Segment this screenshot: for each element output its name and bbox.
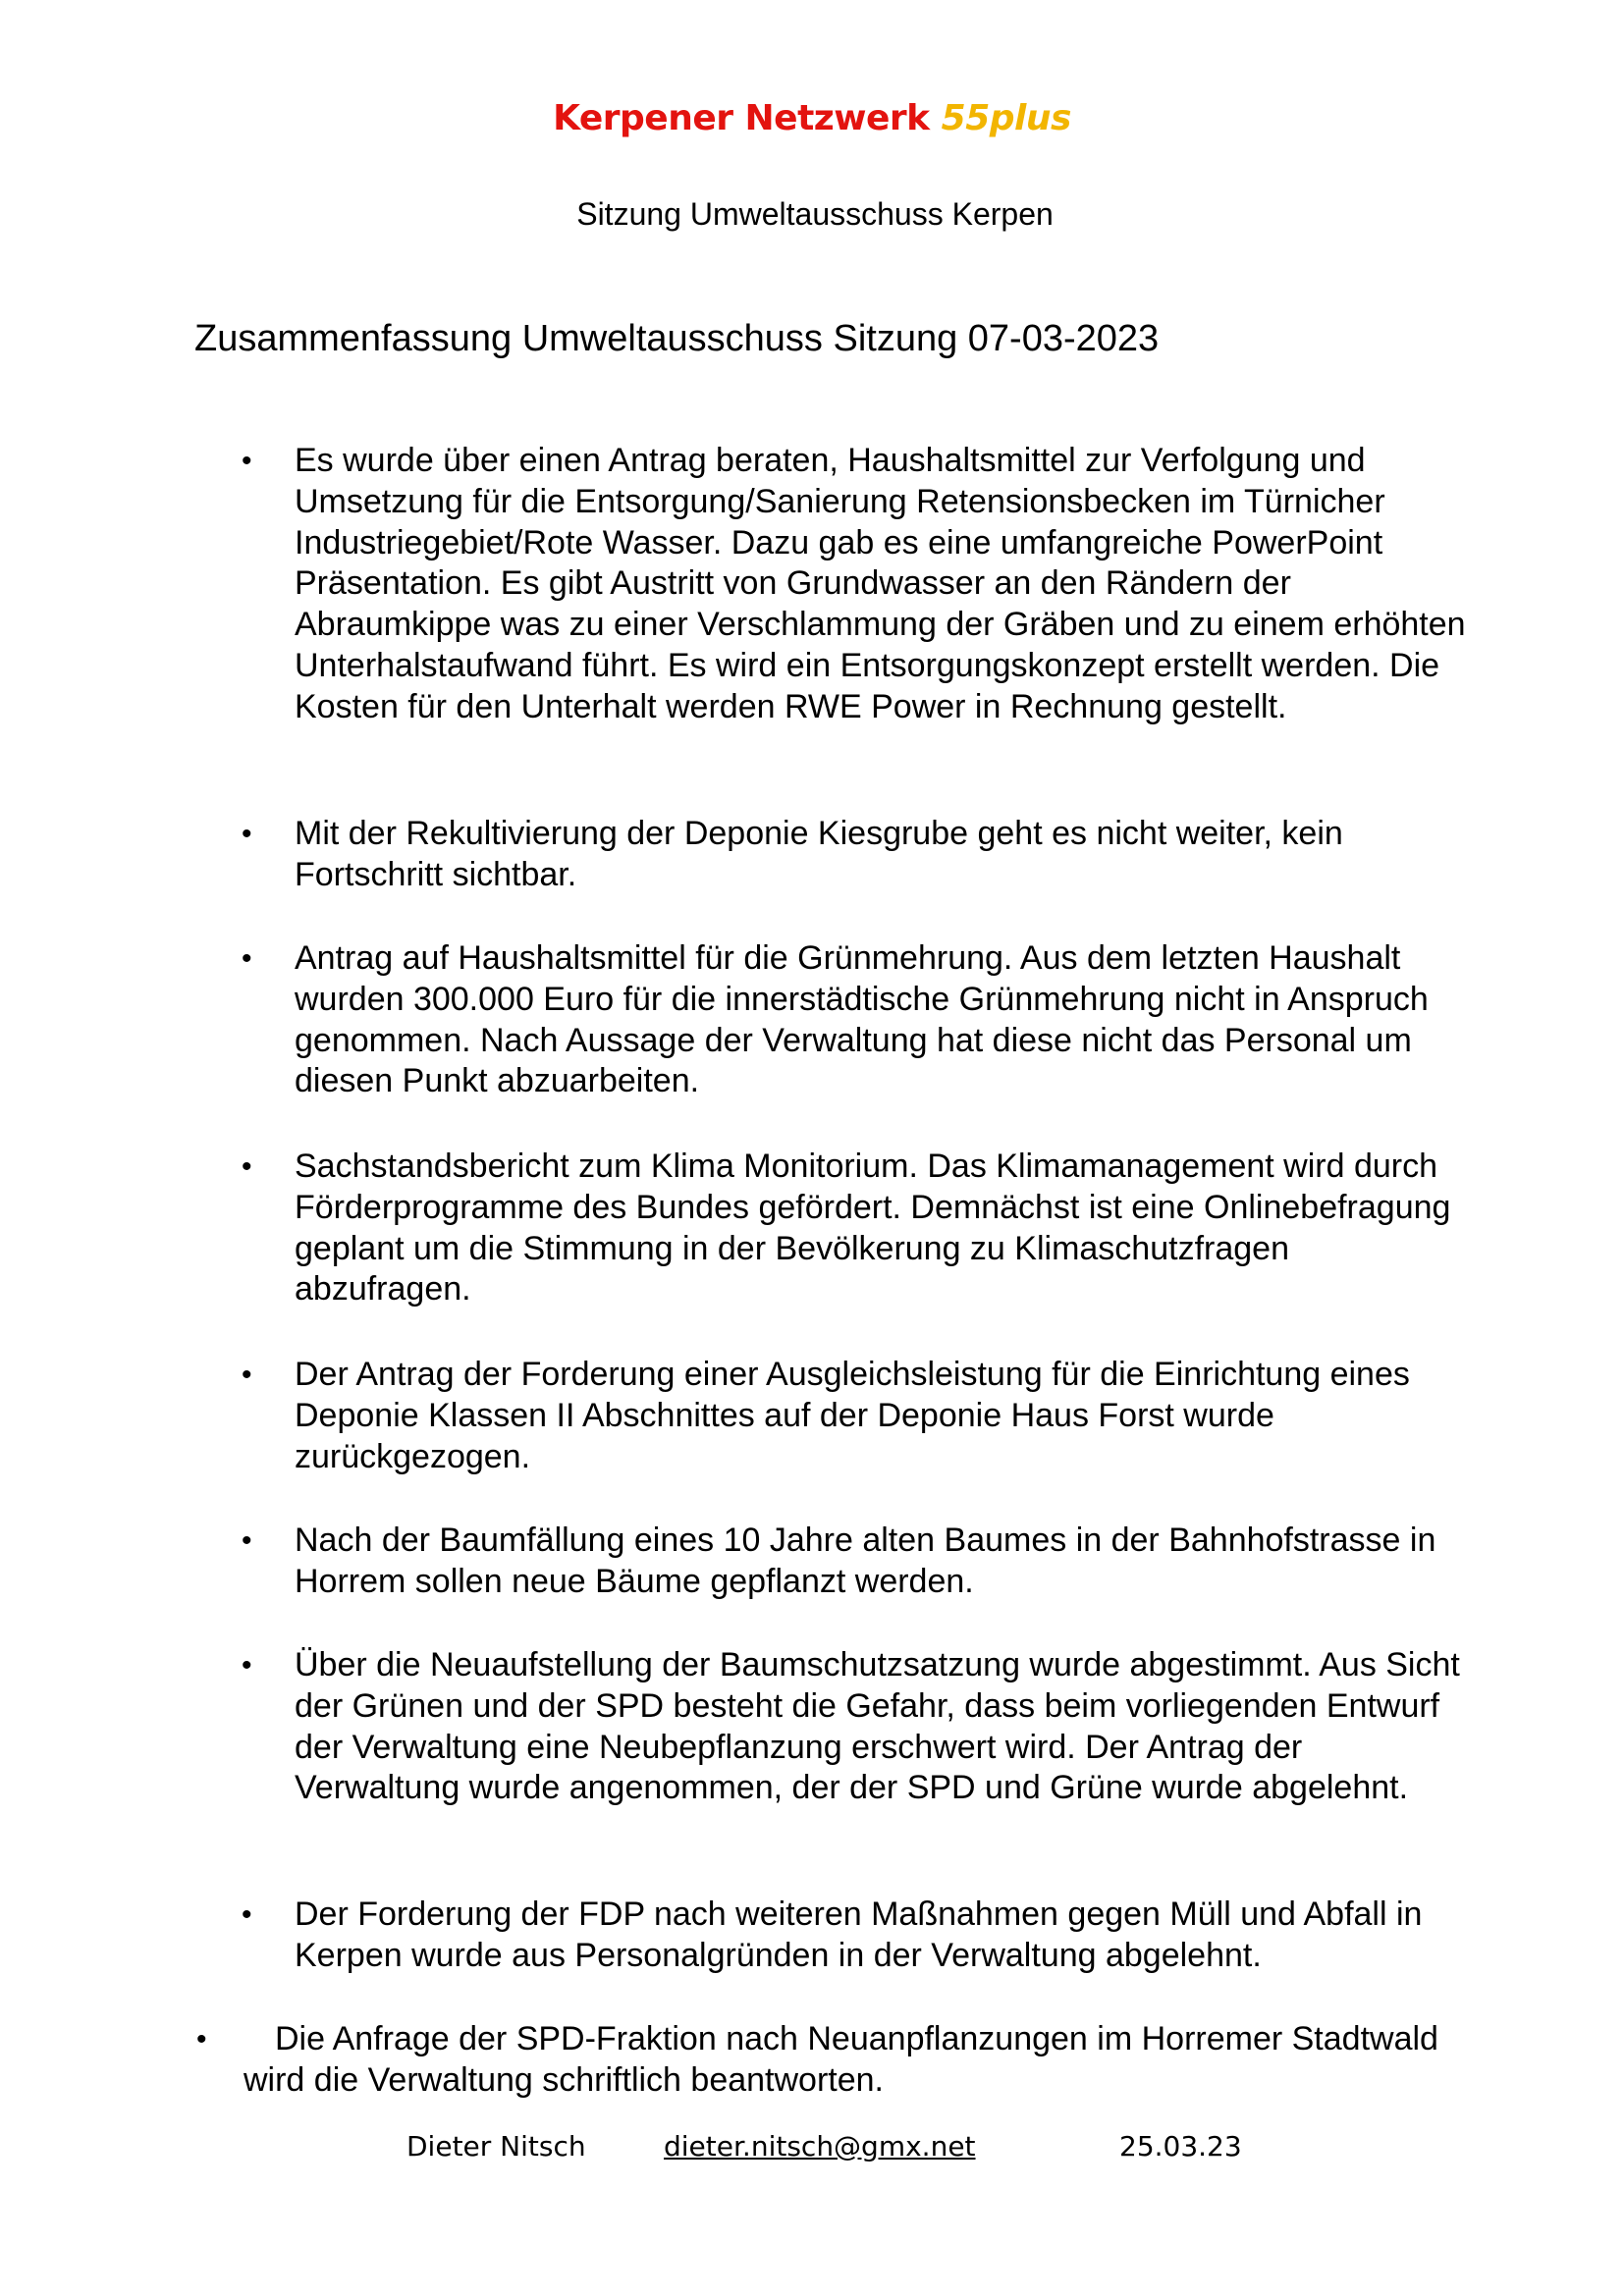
bullet-marker: • [242, 942, 252, 975]
document-subtitle: Sitzung Umweltausschuss Kerpen [576, 196, 1054, 232]
list-item: Mit der Rekultivierung der Deponie Kiesgrube geht es nicht weiter, kein Fortschritt sichtbar. [295, 815, 1343, 893]
list-item: Antrag auf Haushaltsmittel für die Grünmehrung. Aus dem letzten Haushalt wurden 300.000 Euro für die innerstädtische Grünmehrung nicht in Anspruch genommen. Nach Aussage der Verwaltung hat diese nicht das Personal um diesen Punkt abzuarbeiten. [295, 939, 1429, 1100]
list-item: Über die Neuaufstellung der Baumschutzsatzung wurde abgestimmt. Aus Sicht der Grünen und der SPD besteht die Gefahr, dass beim vorliegenden Entwurf der Verwaltung eine Neubepflanzung erschwert wird. Der Antrag der Verwaltung wurde angenommen, der der SPD und Grüne wurde abgelehnt. [295, 1646, 1460, 1807]
list-item: Nach der Baumfällung eines 10 Jahre alten Baumes in der Bahnhofstrasse in Horrem sollen neue Bäume gepflanzt werden. [295, 1522, 1436, 1600]
list-item: Es wurde über einen Antrag beraten, Haushaltsmittel zur Verfolgung und Umsetzung für die Entsorgung/Sanierung Retensionsbecken im Türnicher Industriegebiet/Rote Wasser. Dazu gab es eine umfangreiche PowerPoint Präsentation. Es gibt Austritt von Grundwasser an den Rändern der Abraumkippe was zu einer Verschlammung der Gräben und zu einem erhöhten Unterhalstaufwand führt. Es wird ein Entsorgungskonzept erstellt werden. Die Kosten für den Unterhalt werden RWE Power in Rechnung gestellt. [295, 442, 1466, 725]
list-item: Der Forderung der FDP nach weiteren Maßnahmen gegen Müll und Abfall in Kerpen wurde aus Personalgründen in der Verwaltung abgelehnt. [295, 1896, 1423, 1974]
bullet-marker: • [242, 1524, 252, 1557]
organization-name: Kerpener Netzwerk [553, 98, 942, 138]
bullet-marker: • [242, 818, 252, 850]
bullet-marker: • [242, 1898, 252, 1931]
bullet-marker: • [242, 1359, 252, 1391]
organization-name-accent: 55plus [941, 98, 1071, 138]
author-name: Dieter Nitsch [406, 2130, 586, 2163]
bullet-marker: • [242, 1150, 252, 1183]
list-item: Die Anfrage der SPD-Fraktion nach Neuanpflanzungen im Horremer Stadtwald wird die Verwaltung schriftlich beantworten. [244, 2020, 1438, 2099]
list-item: Der Antrag der Forderung einer Ausgleichsleistung für die Einrichtung eines Deponie Klassen II Abschnittes auf der Deponie Haus Forst wurde zurückgezogen. [295, 1356, 1410, 1475]
author-email-link[interactable]: dieter.nitsch@gmx.net [664, 2130, 976, 2163]
bullet-marker: • [242, 1649, 252, 1682]
document-heading: Zusammenfassung Umweltausschuss Sitzung 07-03-2023 [194, 318, 1160, 359]
list-item: Sachstandsbericht zum Klima Monitorium. Das Klimamanagement wird durch Förderprogramme des Bundes gefördert. Demnächst ist eine Onlinebefragung geplant um die Stimmung in der Bevölkerung zu Klimaschutzfragen abzufragen. [295, 1148, 1451, 1308]
bullet-marker: • [196, 2023, 207, 2056]
bullet-marker: • [242, 445, 252, 477]
organization-title [0, 98, 1624, 138]
document-date: 25.03.23 [1119, 2130, 1242, 2163]
